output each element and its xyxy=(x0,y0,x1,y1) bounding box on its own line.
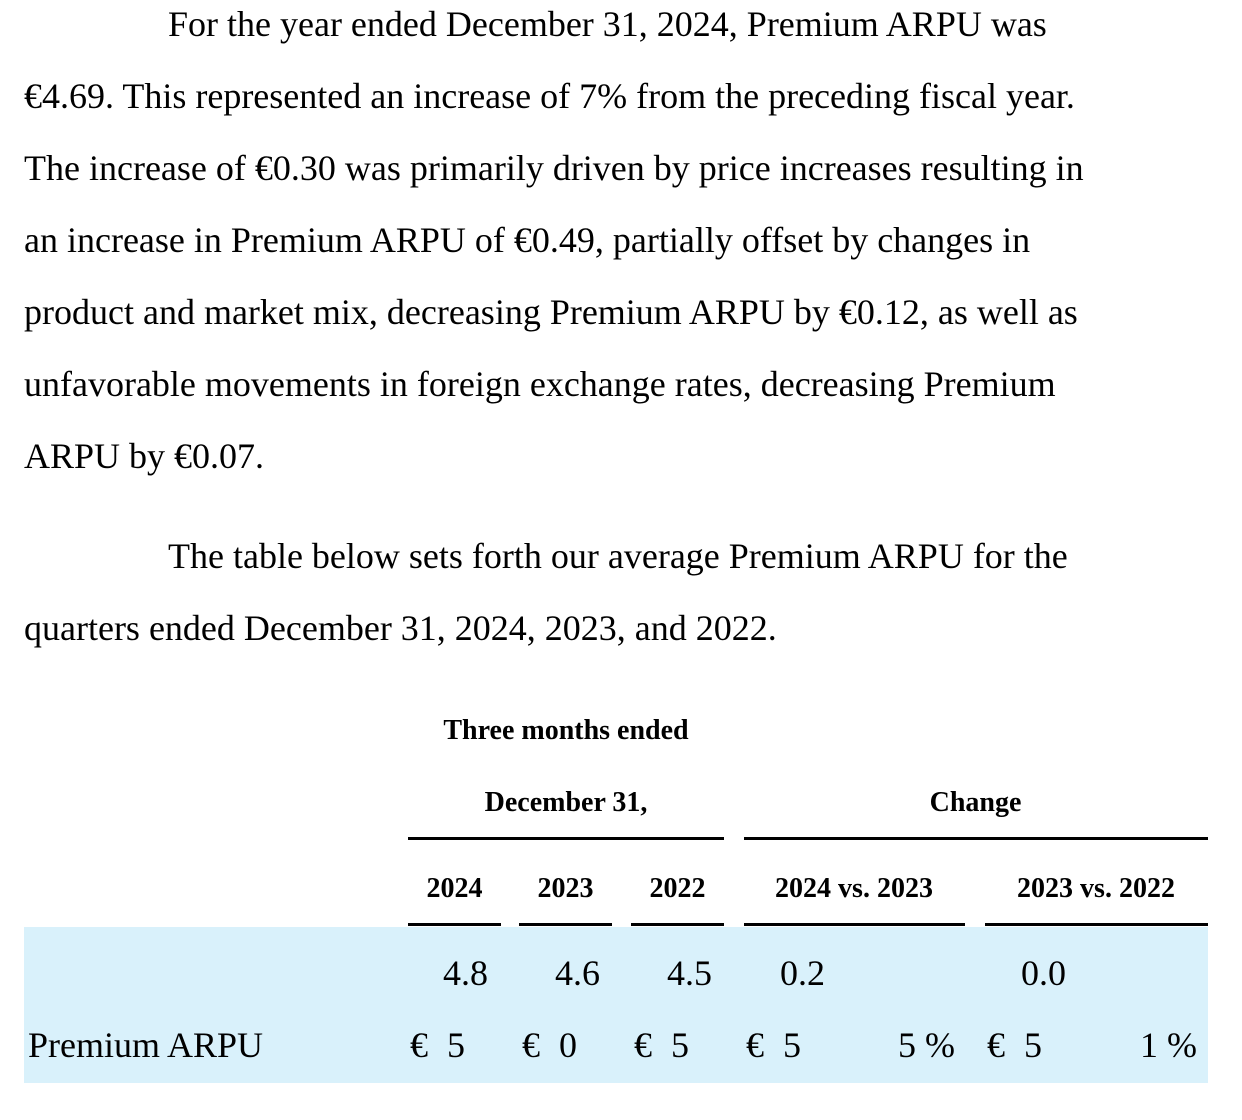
value-change-2024-top: 0.2 xyxy=(780,953,825,993)
percent-change-2023: 1 % xyxy=(1140,1025,1197,1065)
percent-change-2024: 5 % xyxy=(898,1025,955,1065)
paragraph-line: €4.69. This represented an increase of 7% from the preceding fiscal year. xyxy=(24,76,1075,116)
column-header-2024: 2024 xyxy=(426,873,483,904)
paragraph-line: unfavorable movements in foreign exchange rates, decreasing Premium xyxy=(24,364,1056,404)
column-header-2023: 2023 xyxy=(537,873,594,904)
value-change-2023-bottom: € 5 xyxy=(987,1025,1042,1065)
paragraph-line: product and market mix, decreasing Premium ARPU by €0.12, as well as xyxy=(24,292,1078,332)
value-2024-bottom: € 5 xyxy=(410,1025,465,1065)
column-header-2024-vs-2023: 2024 vs. 2023 xyxy=(775,873,933,904)
paragraph-line: The increase of €0.30 was primarily driven by price increases resulting in xyxy=(24,148,1084,188)
column-rule xyxy=(985,923,1208,926)
paragraph-table-intro xyxy=(24,520,1214,664)
paragraph-line: an increase in Premium ARPU of €0.49, partially offset by changes in xyxy=(24,220,1031,260)
value-2023-bottom: € 0 xyxy=(522,1025,577,1065)
header-rule-period xyxy=(408,837,724,840)
column-rule xyxy=(744,923,965,926)
column-rule xyxy=(631,923,724,926)
column-rule xyxy=(519,923,612,926)
header-change: Change xyxy=(929,787,1022,818)
paragraph-arpu-summary xyxy=(24,0,1214,492)
value-2022-bottom: € 5 xyxy=(634,1025,689,1065)
row-label-premium-arpu: Premium ARPU xyxy=(28,1025,264,1065)
header-december-31: December 31, xyxy=(484,787,648,818)
column-rule xyxy=(408,923,501,926)
paragraph-line: For the year ended December 31, 2024, Premium ARPU was xyxy=(168,4,1047,44)
paragraph-line: ARPU by €0.07. xyxy=(24,436,265,476)
value-2024-top: 4.8 xyxy=(443,953,488,993)
column-header-2023-vs-2022: 2023 vs. 2022 xyxy=(1017,873,1175,904)
value-change-2024-bottom: € 5 xyxy=(746,1025,801,1065)
header-three-months-ended: Three months ended xyxy=(443,715,689,746)
value-2023-top: 4.6 xyxy=(555,953,600,993)
paragraph-line: quarters ended December 31, 2024, 2023, and 2022. xyxy=(24,608,777,648)
paragraph-line: The table below sets forth our average Premium ARPU for the xyxy=(168,536,1068,576)
header-rule-change xyxy=(744,837,1208,840)
column-header-2022: 2022 xyxy=(649,873,706,904)
value-change-2023-top: 0.0 xyxy=(1021,953,1066,993)
value-2022-top: 4.5 xyxy=(667,953,712,993)
